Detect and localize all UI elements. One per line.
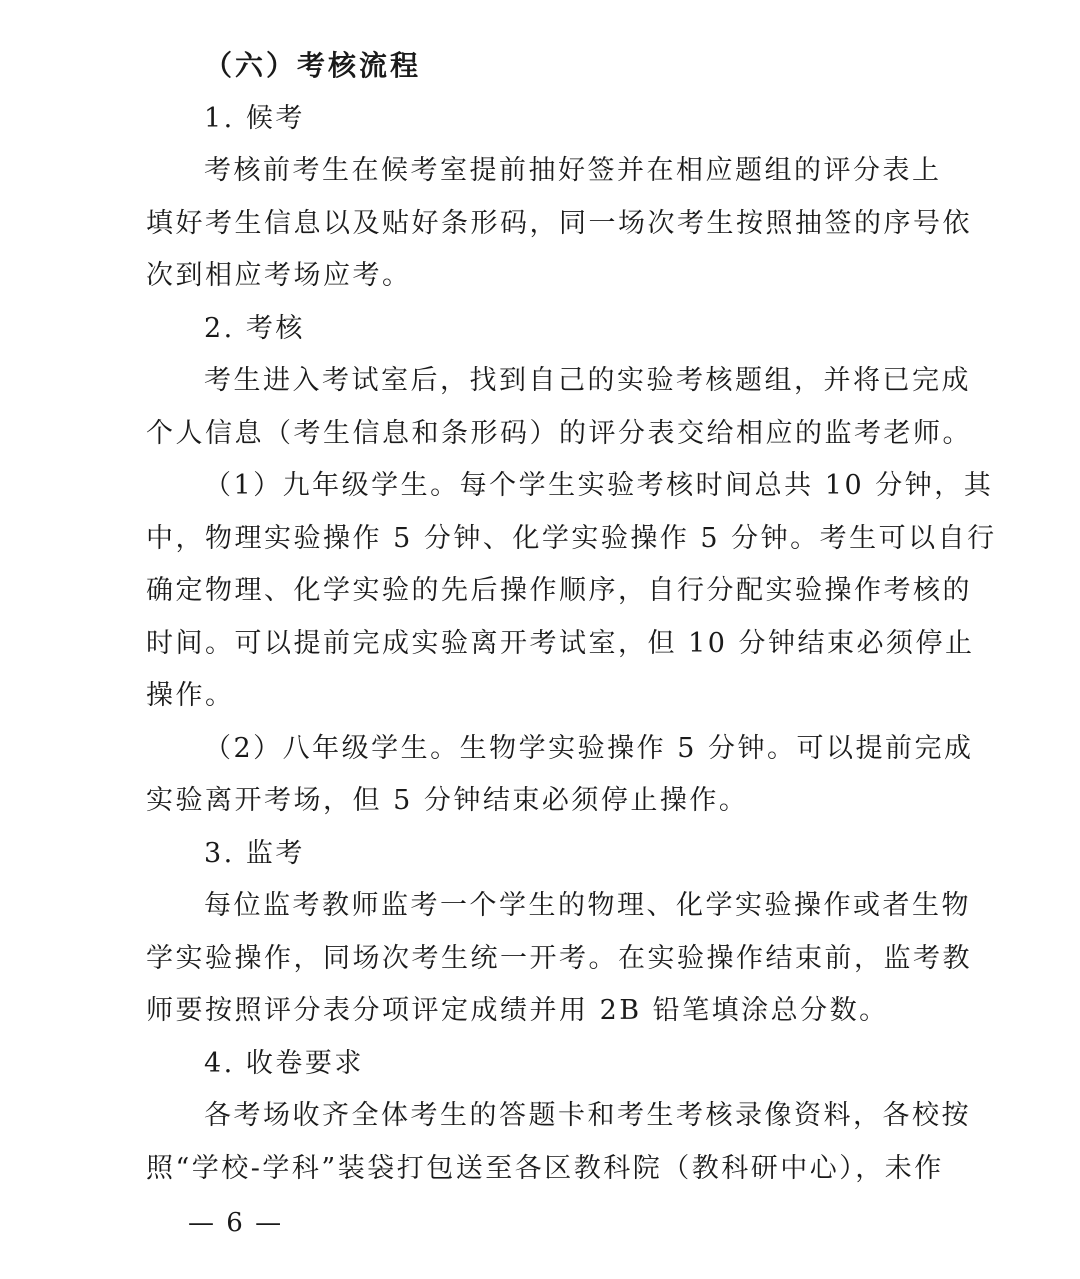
subheading-invigilation: 3. 监考 bbox=[204, 837, 305, 869]
subheading-collection: 4. 收卷要求 bbox=[204, 1047, 364, 1079]
text-line: 学实验操作，同场次考生统一开考。在实验操作结束前，监考教 bbox=[146, 942, 972, 974]
text-line: 考核前考生在候考室提前抽好签并在相应题组的评分表上 bbox=[204, 155, 942, 186]
text-line: 中，物理实验操作 5 分钟、化学实验操作 5 分钟。考生可以自行 bbox=[146, 522, 997, 554]
text-line: 师要按照评分表分项评定成绩并用 2B 铅笔填涂总分数。 bbox=[146, 995, 889, 1026]
text-line: 实验离开考场，但 5 分钟结束必须停止操作。 bbox=[146, 785, 749, 816]
text-line: 考生进入考试室后，找到自己的实验考核题组，并将已完成 bbox=[204, 365, 971, 396]
text-line: 每位监考教师监考一个学生的物理、化学实验操作或者生物 bbox=[204, 890, 971, 921]
document-body bbox=[146, 40, 997, 1195]
page-number: — 6 — bbox=[188, 1208, 284, 1238]
text-line: 填好考生信息以及贴好条形码，同一场次考生按照抽签的序号依 bbox=[146, 207, 972, 239]
section-heading: （六）考核流程 bbox=[204, 49, 422, 82]
paragraph-collection bbox=[146, 1090, 971, 1195]
text-line: （2）八年级学生。生物学实验操作 5 分钟。可以提前完成 bbox=[204, 732, 974, 764]
text-line: 时间。可以提前完成实验离开考试室，但 10 分钟结束必须停止 bbox=[146, 627, 975, 659]
text-line: 个人信息（考生信息和条形码）的评分表交给相应的监考老师。 bbox=[146, 417, 972, 449]
text-line: 确定物理、化学实验的先后操作顺序，自行分配实验操作考核的 bbox=[146, 575, 972, 606]
text-line: （1）九年级学生。每个学生实验考核时间总共 10 分钟，其 bbox=[204, 470, 994, 501]
subheading-waiting: 1. 候考 bbox=[204, 102, 305, 134]
paragraph-invigilation bbox=[146, 880, 972, 1038]
text-line: 操作。 bbox=[146, 680, 235, 711]
text-line: 照“学校-学科”装袋打包送至各区教科院（教科研中心），未作 bbox=[146, 1152, 944, 1184]
paragraph-grade-nine bbox=[146, 460, 997, 723]
paragraph-assessment bbox=[146, 355, 972, 460]
text-line: 次到相应考场应考。 bbox=[146, 260, 412, 291]
paragraph-waiting bbox=[146, 145, 972, 303]
subheading-assessment: 2. 考核 bbox=[204, 312, 305, 344]
paragraph-grade-eight bbox=[146, 723, 974, 828]
text-line: 各考场收齐全体考生的答题卡和考生考核录像资料，各校按 bbox=[204, 1100, 971, 1131]
